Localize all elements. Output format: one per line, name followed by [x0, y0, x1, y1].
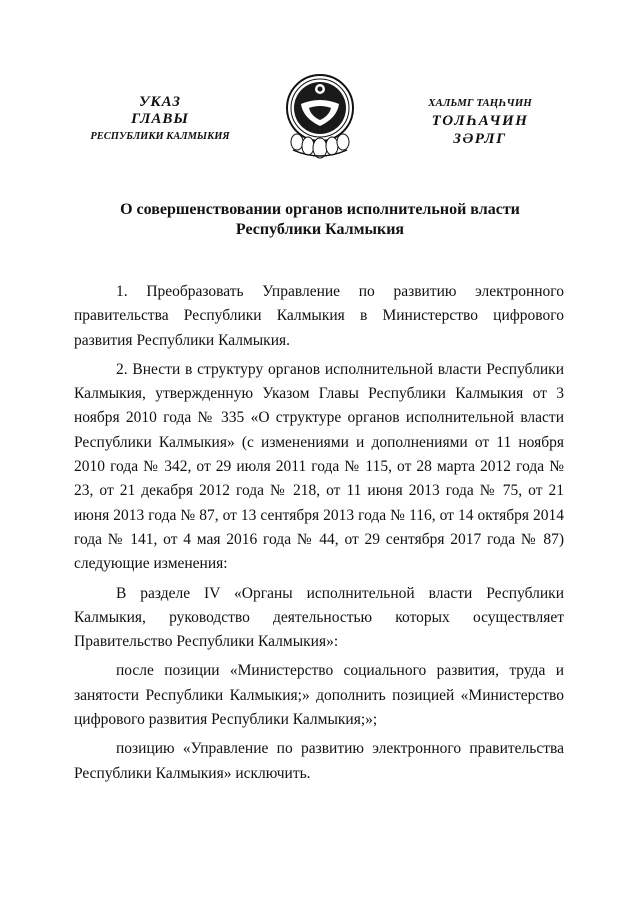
- document-title: [80, 200, 560, 240]
- paragraph-2: 2. Внести в структуру органов исполнительной власти Республики Калмыкия, утвержденную Указом Главы Республики Калмыкия от 3 ноября 2010 года № 335 «О структуре органов исполнительной власти Республики Калмыкия» (с изменениями и дополнениями от 11 ноября 2010 года № 342, от 29 июля 2011 года № 115, от 28 марта 2012 года № 23, от 21 декабря 2012 года № 218, от 11 июня 2013 года № 75, от 21 июня 2013 года № 87, от 13 сентября 2013 года № 116, от 14 октября 2014 года № 141, от 4 мая 2016 года № 44, от 29 сентября 2017 года № 87) следующие изменения:: [74, 360, 564, 573]
- header-right-kalmyk: [380, 94, 580, 148]
- paragraph-4: после позиции «Министерство социального развития, труда и занятости Республики Калмыкия;» дополнить позицией «Министерство цифрового развития Республики Калмыкия;»;: [74, 662, 564, 729]
- header-left-russian: [60, 94, 260, 145]
- header-right-line3: ЗӘРЛГ: [453, 131, 507, 147]
- header-left-line3: РЕСПУБЛИКИ КАЛМЫКИЯ: [90, 131, 230, 142]
- header-left-line2: ГЛАВЫ: [131, 111, 189, 127]
- header-left-line1: УКАЗ: [138, 94, 182, 110]
- header-right-line2: ТОЛҺАЧИН: [431, 113, 529, 129]
- republic-of-kalmykia-emblem-icon: [283, 70, 357, 164]
- header-right-line1: ХАЛЬМГ ТАҢҺЧИН: [428, 97, 532, 109]
- document-body: [74, 280, 564, 791]
- paragraph-1: 1. Преобразовать Управление по развитию электронного правительства Республики Калмыкия в Министерство цифрового развития Республики Калмыкия.: [74, 283, 564, 349]
- document-title-line2: Республики Калмыкия: [235, 221, 405, 238]
- document-title-line1: О совершенствовании органов исполнительной власти: [120, 201, 520, 218]
- paragraph-3: В разделе IV «Органы исполнительной власти Республики Калмыкия, руководство деятельностью которых осуществляет Правительство Республики Калмыкия»:: [74, 584, 564, 651]
- paragraph-5: позицию «Управление по развитию электронного правительства Республики Калмыкия» исключить.: [74, 740, 564, 782]
